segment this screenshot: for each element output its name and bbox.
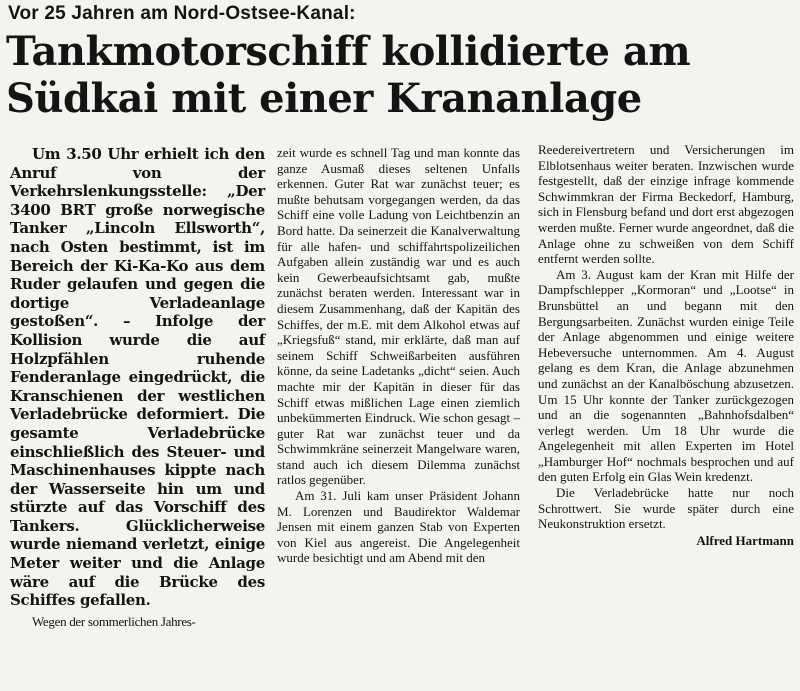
paragraph: Am 3. August kam der Kran mit Hilfe der Dampfschlepper „Kormoran“ und „Lootse“ in Brunsbüttel an und begann mit den Bergungsarbeiten. Zunächst wurden einige Teile der Anlage abgenommen und einige weitere Hebeversuche unternommen. Am 4. August gelang es dem Kran, die Anlage abzunehmen und zunächst an der Kanalböschung abzusetzen. Um 15 Uhr konnte der Tanker zurückgezogen und an die sogenannten „Bahnhofsdalben“ verlegt werden. Um 18 Uhr wurde die Angelegenheit mit allen Experten im Hotel „Hamburger Hof“ nochmals besprochen und auf den guten Erfolg ein Glas Wein kredenzt. (538, 266, 794, 485)
headline-line-1: Tankmotorschiff kollidierte am (6, 28, 691, 75)
lead-paragraph: Um 3.50 Uhr erhielt ich den Anruf von der Verkehrslenkungsstelle: „Der 3400 BRT große norwegische Tanker „Lincoln Ellsworth“, nach Osten bestimmt, ist im Bereich der Ki-Ka-Ko aus dem Ruder gelaufen und gegen die dortige Verladeanlage gestoßen“. – Infolge der Kollision wurde die auf Holzpfählen ruhende Fenderanlage eingedrückt, die Kranschienen der westlichen Verladebrücke deformiert. Die gesamte Verladebrücke einschließlich des Steuer- und Maschinenhauses kippte nach der Wasserseite hin um und stürzte auf das Vorschiff des Tankers. Glücklicherweise wurde niemand verletzt, einige Meter weiter und die Anlage wäre auf die Brücke des Schiffes gefallen. (10, 145, 265, 610)
paragraph: Wegen der sommerlichen Jahres- (32, 613, 196, 629)
paragraph: Am 31. Juli kam unser Präsident Johann M. Lorenzen und Baudirektor Waldemar Jensen mit einem ganzen Stab von Experten von Kiel aus angereist. Die Angelegenheit wurde besichtigt und am Abend mit den (277, 488, 520, 566)
column-1 (10, 145, 265, 631)
paragraph: zeit wurde es schnell Tag und man konnte das ganze Ausmaß dieses seltenen Unfalls erkennen. Guter Rat war zunächst teuer; es mußte behutsam vorgegangen werden, da das Schiff eine volle Ladung von Leichtbenzin an Bord hatte. Da seinerzeit die Kanalverwaltung für alle hafen- und schiffahrtspolizeilichen Aufgaben allein zuständig war und es auch kein Gewerbeaufsichtsamt gab, mußte zunächst beraten werden. Interessant war in diesem Zusammenhang, daß der Kapitän des Schiffes, der m.E. mit dem Alkohol etwas auf „Kriegsfuß“ stand, mir erklärte, daß man auf seinem Schiff Schweißarbeiten ausführen könne, da seine Ladetanks „dicht“ seien. Auch machte mir der Kapitän in dieser für das Schiff etwas mißlichen Lage einen ziemlich unbekümmerten Eindruck. Wie schon gesagt – guter Rat war zunächst teuer und da Schwimmkräne seinerzeit Mangelware waren, stand auch ich diesem Dilemma zunächst ratlos gegenüber. (277, 145, 520, 488)
column-2 (277, 145, 520, 566)
paragraph: Die Verladebrücke hatte nur noch Schrottwert. Sie wurde später durch eine Neukonstruktion ersetzt. (538, 485, 794, 532)
paragraph: Reedereivertretern und Versicherungen im Elblotsenhaus weiter beraten. Inzwischen wurde festgestellt, daß der einzige infrage kommende Schwimmkran der Firma Beckedorf, Hamburg, sich in Flensburg befand und dort erst abgezogen werden mußte. Ferner wurde angeordnet, daß die Anlage ohne zu schweißen von dem Schiff entfernt werden sollte. (538, 142, 794, 267)
column-3 (538, 142, 794, 548)
headline-line-2: Südkai mit einer Krananlage (6, 75, 642, 122)
headline (6, 28, 796, 122)
author-byline: Alfred Hartmann (696, 532, 794, 548)
kicker: Vor 25 Jahren am Nord-Ostsee-Kanal: (8, 3, 356, 24)
